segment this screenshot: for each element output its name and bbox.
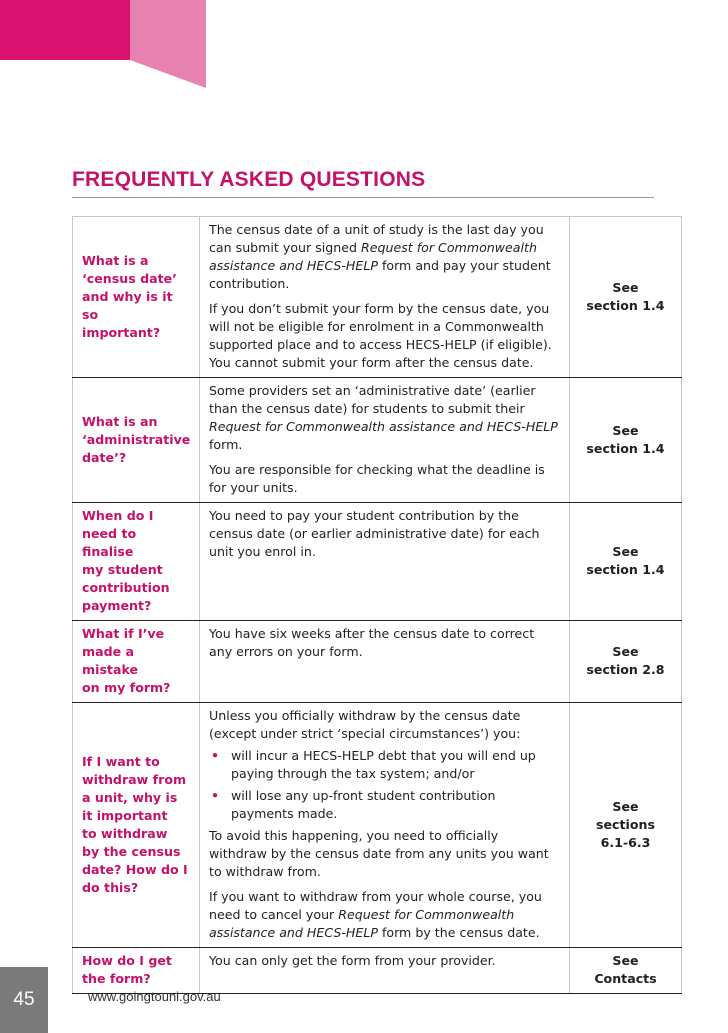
faq-answer — [200, 621, 570, 703]
list-item: • will lose any up-front student contribution payments made. — [211, 788, 496, 821]
answer-paragraph: You can only get the form from your provider. — [209, 953, 496, 968]
table-row — [73, 503, 682, 621]
answer-paragraph: You are responsible for checking what the deadline is for your units. — [209, 462, 545, 495]
faq-reference: See sections 6.1-6.3 — [570, 703, 682, 948]
faq-question: How do I get the form? — [73, 948, 200, 994]
answer-paragraph: To avoid this happening, you need to officially withdraw by the census date from any units you want to withdraw from. — [209, 828, 549, 879]
faq-reference: See section 2.8 — [570, 621, 682, 703]
faq-answer — [200, 703, 570, 948]
table-row — [73, 378, 682, 503]
faq-reference: See section 1.4 — [570, 503, 682, 621]
page-number: 45 — [0, 967, 48, 1033]
faq-reference: See section 1.4 — [570, 378, 682, 503]
faq-question: What if I’ve made a mistake on my form? — [73, 621, 200, 703]
website-link[interactable]: www.goingtouni.gov.au — [88, 989, 221, 1004]
faq-reference: See Contacts — [570, 948, 682, 994]
page-title: FREQUENTLY ASKED QUESTIONS — [72, 168, 426, 191]
faq-question: If I want to withdraw from a unit, why is it important to withdraw by the census date? How do I do this? — [73, 703, 200, 948]
answer-paragraph: Some providers set an ‘administrative date’ (earlier than the census date) for students to submit their Request for Commonwealth assistance and HECS-HELP form. — [209, 383, 558, 452]
list-item: • will incur a HECS-HELP debt that you will end up paying through the tax system; and/or — [211, 748, 536, 781]
answer-paragraph: You have six weeks after the census date to correct any errors on your form. — [209, 626, 535, 659]
table-row — [73, 621, 682, 703]
table-row — [73, 703, 682, 948]
table-row — [73, 948, 682, 994]
answer-bullet-list — [209, 747, 560, 823]
header-decoration-wedge — [130, 60, 206, 88]
answer-intro: Unless you officially withdraw by the census date (except under strict ‘special circumstances’) you: — [209, 708, 521, 741]
faq-answer — [200, 217, 570, 378]
bullet-icon: • — [211, 748, 220, 763]
answer-paragraph: If you want to withdraw from your whole course, you need to cancel your Request for Commonwealth assistance and HECS-HELP form by the census date. — [209, 889, 542, 940]
faq-answer — [200, 503, 570, 621]
header-decoration-dark — [0, 0, 130, 60]
faq-table — [72, 216, 682, 994]
answer-paragraph: You need to pay your student contribution by the census date (or earlier administrative date) for each unit you enrol in. — [209, 508, 540, 559]
answer-paragraph: The census date of a unit of study is the last day you can submit your signed Request for Commonwealth assistance and HECS-HELP form and pay your student contribution. — [209, 222, 551, 291]
header-decoration-light — [130, 0, 206, 60]
faq-question: What is an ‘administrative date’? — [73, 378, 200, 503]
faq-question: What is a ‘census date’ and why is it so important? — [73, 217, 200, 378]
faq-reference: See section 1.4 — [570, 217, 682, 378]
bullet-icon: • — [211, 788, 220, 803]
faq-answer — [200, 948, 570, 994]
faq-answer — [200, 378, 570, 503]
answer-paragraph: If you don’t submit your form by the census date, you will not be eligible for enrolment in a Commonwealth supported place and to access HECS-HELP (if eligible). You cannot submit your form after the census date. — [209, 301, 552, 370]
table-row — [73, 217, 682, 378]
title-divider — [72, 197, 654, 198]
faq-question: When do I need to finalise my student contribution payment? — [73, 503, 200, 621]
